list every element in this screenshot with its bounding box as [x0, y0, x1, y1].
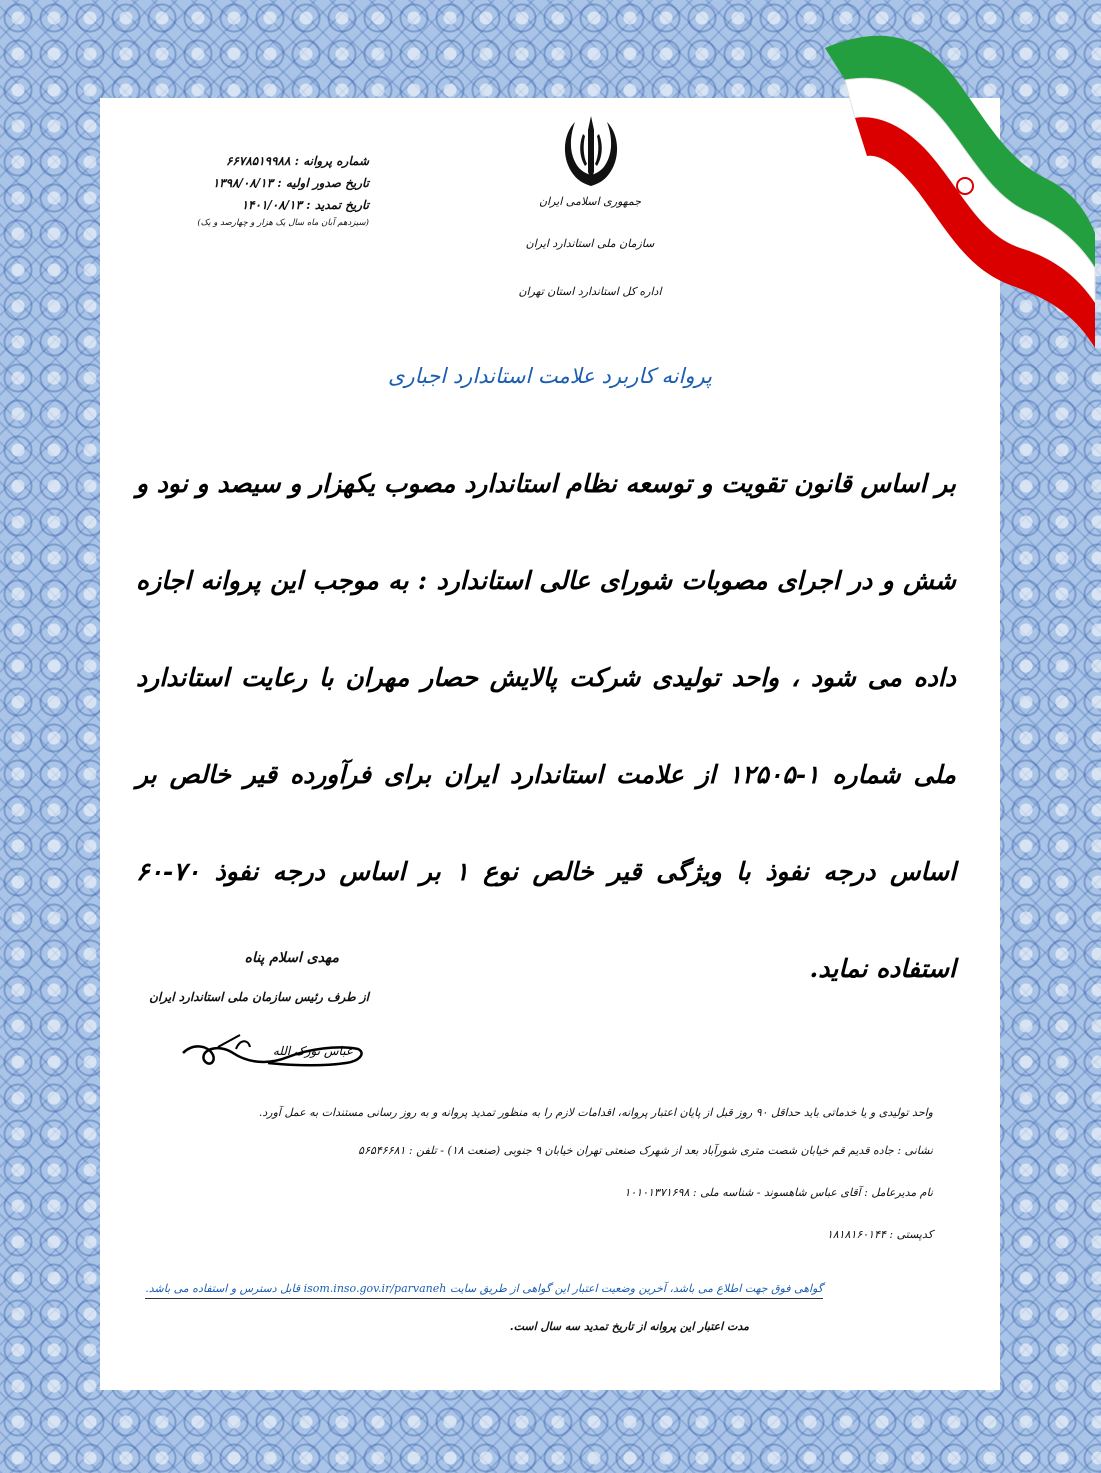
iran-flag-icon [815, 18, 1101, 348]
signer-role: از طرف رئیس سازمان ملی استاندارد ایران [149, 990, 369, 1004]
signature-icon [178, 1025, 368, 1075]
verification-link[interactable]: گواهی فوق جهت اطلاع می باشد، آخرین وضعیت اعتبار این گواهی از طریق سایت isom.inso.gov.ir/parvaneh قابل دسترس و استفاده می باشد. [145, 1282, 823, 1299]
renewal-date-words: (سیزدهم آبان ماه سال یک هزار و چهارصد و یک) [197, 218, 369, 228]
department-name: اداره کل استاندارد استان تهران [518, 285, 662, 298]
organization-name: سازمان ملی استاندارد ایران [525, 237, 655, 250]
certificate-title: پروانه کاربرد علامت استاندارد اجباری [388, 364, 712, 388]
signer-name: مهدی اسلام پناه [244, 950, 339, 966]
validity-note: مدت اعتبار این پروانه از تاریخ تمدید سه سال است. [509, 1320, 749, 1333]
renewal-date: تاریخ تمدید : ۱۴۰۱/۰۸/۱۳ [241, 198, 369, 212]
manager-info: نام مدیرعامل : آقای عباس شاهسوند - شناسه ملی : ۱۰۱۰۱۳۷۱۶۹۸ [624, 1186, 933, 1199]
certificate-body: بر اساس قانون تقویت و توسعه نظام استاندارد مصوب یکهزار و سیصد و نود و شش و در اجرای مصوبات شورای عالی استاندارد : به موجب این پروانه اجازه داده می شود ، واحد تولیدی شرکت پالایش حصار مهران با رعایت استاندارد ملی شماره ۱-۱۲۵۰۵ از علامت استاندارد ایران برای فرآورده قیر خالص بر اساس درجه نفوذ با ویژگی قیر خالص نوع ۱ بر اساس درجه نفوذ ۷۰-۶۰ استفاده نماید. [136, 469, 957, 983]
issue-date: تاریخ صدور اولیه : ۱۳۹۸/۰۸/۱۳ [212, 176, 369, 190]
address: نشانی : جاده قدیم قم خیابان شصت متری شورآباد بعد از شهرک صنعتی تهران خیابان ۹ جنوبی (صنعت ۱۸) - تلفن : ۵۶۵۴۶۶۸۱ [358, 1144, 933, 1157]
country-name: جمهوری اسلامی ایران [538, 195, 642, 208]
license-number: شماره پروانه : ۶۶۷۸۵۱۹۹۸۸ [225, 154, 369, 168]
license-info [129, 150, 369, 230]
postal-code: کدپستی : ۱۸۱۸۱۶۰۱۴۴ [826, 1228, 933, 1241]
signature-text: عباس نورک الله [272, 1044, 353, 1058]
renewal-notice: واحد تولیدی و یا خدماتی باید حداقل ۹۰ روز قبل از پایان اعتبار پروانه، اقدامات لازم را به منظور تمدید پروانه و به روز رسانی مستندات به عمل آورد. [258, 1106, 933, 1119]
iran-emblem-icon [555, 112, 627, 192]
